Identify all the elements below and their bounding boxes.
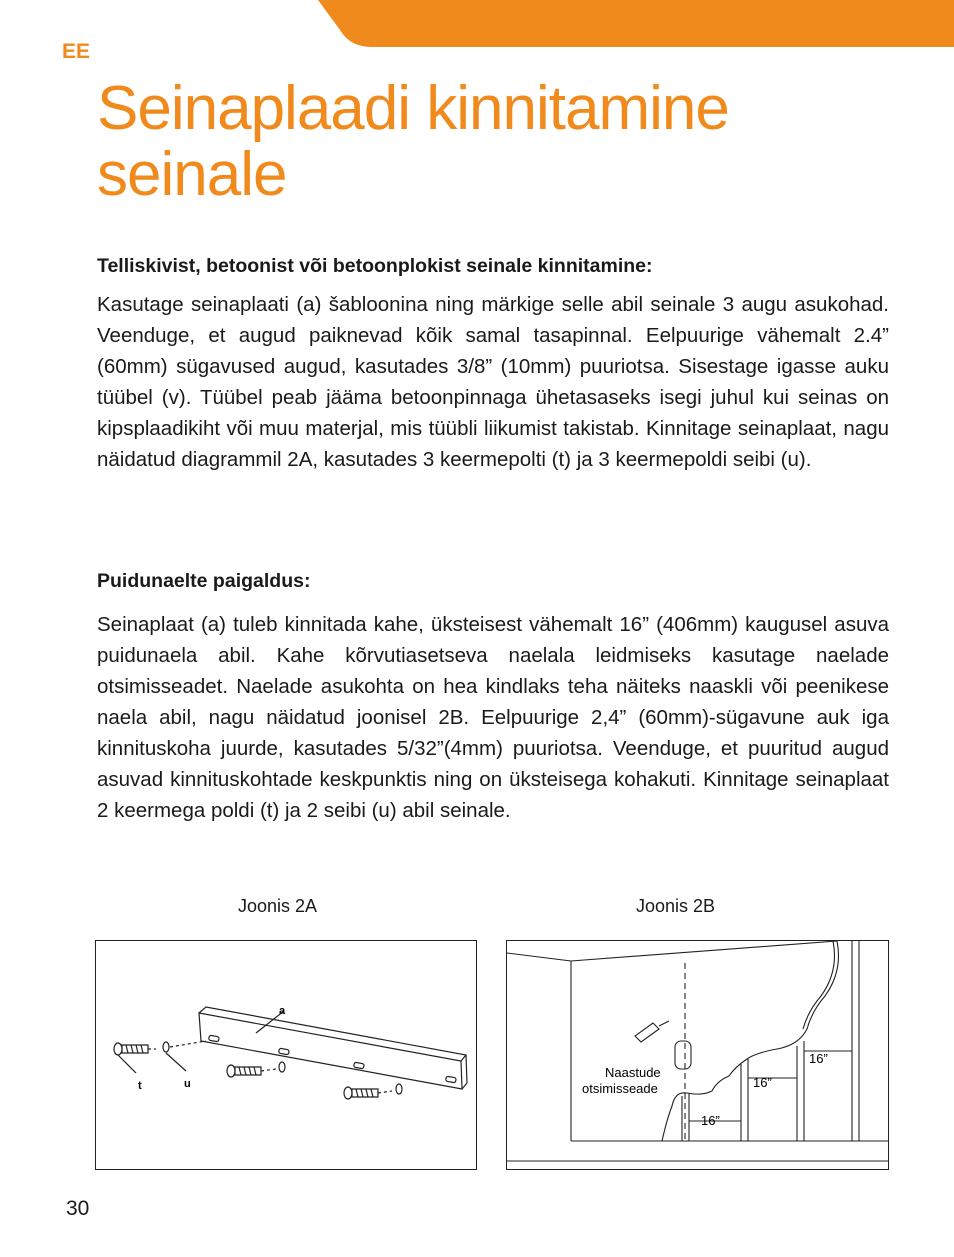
header-tab-shape [0,0,954,50]
spacing-label-3: 16” [809,1051,828,1066]
figure-2a [95,940,477,1170]
figure-2b [506,940,889,1170]
wall-plate-shape [199,1013,462,1089]
label-bolt-t: t [138,1080,142,1092]
stud-finder-label-line2: otsimisseade [582,1081,658,1096]
section-heading-masonry: Telliskivist, betoonist või betoonplokist seinale kinnitamine: [97,255,653,277]
wall-plate-lip [199,1007,466,1061]
figure-2a-drawing [96,941,476,1169]
section-heading-wood-studs: Puidunaelte paigaldus: [97,570,311,592]
page-number: 30 [66,1197,90,1220]
stud-finder-device [675,1041,691,1069]
figure-2a-caption: Joonis 2A [238,896,318,916]
washer [163,1042,169,1052]
figure-2b-caption: Joonis 2B [636,896,716,916]
awl-tool [635,1023,659,1042]
label-washer-u: u [184,1078,191,1090]
spacing-label-2: 16” [753,1075,772,1090]
bolt-head [114,1043,122,1055]
page-title [97,76,729,208]
section-body-masonry: Kasutage seinaplaati (a) šabloonina ning märkige selle abil seinale 3 augu asukohad. Veenduge, et augud paiknevad kõik samal tasapinnal. Eelpuurige vähemalt 2.4” (60mm) sügavused augud, kasutades 3/8” (10mm) puuriotsa. Sisestage igasse auku tüübel (v). Tüübel peab jääma betoonpinnaga ühetasaseks isegi juhul kui seinas on kipsplaadikiht või muu materjal, mis tüübli liikumist takistab. Kinnitage seinaplaat, nagu näidatud diagrammil 2A, kasutades 3 keermepolti (t) ja 3 keermepoldi seibi (u). [97,293,889,471]
page-title-line2: seinale [97,140,287,209]
language-code: EE [62,40,91,63]
page-title-line1: Seinaplaadi kinnitamine [97,74,729,143]
spacing-label-1: 16” [701,1113,720,1128]
label-plate-a: a [279,1005,286,1017]
stud-finder-label-line1: Naastude [605,1065,661,1080]
section-body-wood-studs: Seinaplaat (a) tuleb kinnitada kahe, üksteisest vähemalt 16” (406mm) kaugusel asuva puidunaela abil. Kahe kõrvutiasetseva naelala leidmiseks kasutage naelade otsimisseadet. Naelade asukohta on hea kindlaks teha näiteks naaskli või peenikese naela abil, nagu näidatud joonisel 2B. Eelpuurige 2,4” (60mm)-sügavune auk iga kinnituskoha juurde, kasutades 5/32”(4mm) puuriotsa. Veenduge, et puuritud augud asuvad kinnituskohtade keskpunktis ning on üksteisega kohakuti. Kinnitage seinaplaat 2 keermega poldi (t) ja 2 seibi (u) abil seinale. [97,613,889,822]
ceiling-line [507,953,571,961]
figure-2b-drawing [507,941,888,1169]
